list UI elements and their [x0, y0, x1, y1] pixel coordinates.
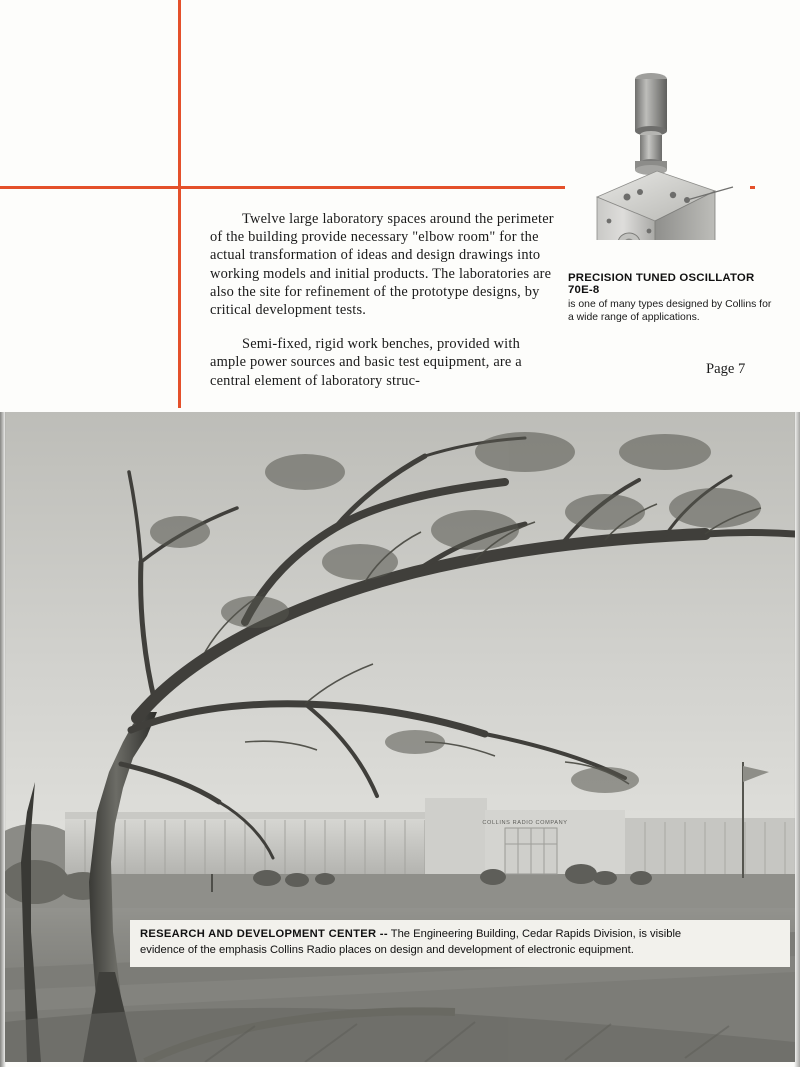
accent-rule-vertical [178, 0, 181, 408]
paragraph-2-text: Semi-fixed, rigid work benches, provided with ample power sources and basic test equipment, are a central element of laboratory struc- [210, 336, 522, 389]
paragraph-1-text: Twelve large laboratory spaces around the perimeter of the building provide necessary "elbow room" for the actual transformation of ideas and design drawings into working models and initial products. The laboratories are also the site for refinement of the prototype designs, by critical development tests. [210, 211, 554, 319]
body-text-column [210, 210, 555, 406]
product-caption-body: is one of many types designed by Collins for a wide range of applications. [568, 299, 772, 324]
building-sign-text: COLLINS RADIO COMPANY [482, 820, 568, 826]
photo-caption [130, 920, 790, 967]
photo-caption-line-1 [140, 927, 780, 943]
paragraph-1 [210, 210, 555, 319]
product-figure-caption [568, 272, 773, 325]
precision-tuned-oscillator-photo [565, 45, 750, 240]
page-number: Page 7 [706, 361, 746, 377]
paragraph-2 [210, 335, 555, 390]
photo-caption-line-2: evidence of the emphasis Collins Radio places on design and development of electronic equipment. [140, 943, 634, 956]
photo-caption-title: RESEARCH AND DEVELOPMENT CENTER -- [140, 928, 388, 940]
photo-caption-rest: The Engineering Building, Cedar Rapids Division, is visible [387, 928, 682, 940]
scan-edge-left [0, 412, 6, 1067]
product-caption-title: PRECISION TUNED OSCILLATOR 70E-8 [568, 272, 755, 296]
scan-edge-right [794, 412, 800, 1067]
